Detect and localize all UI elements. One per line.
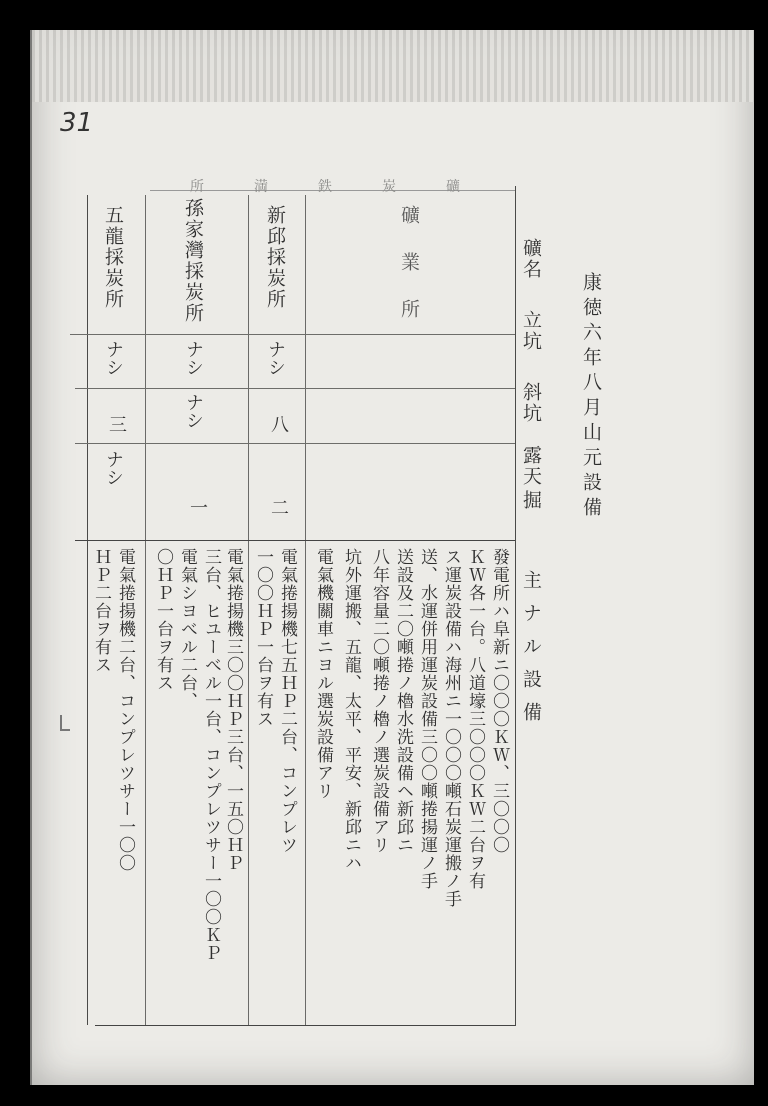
row-rule-2 xyxy=(75,388,515,389)
row-rule-3 xyxy=(75,443,515,444)
col-xinqiu-name: 新邱採炭所 xyxy=(264,205,286,310)
scan-edge-band xyxy=(32,30,754,102)
equipment-line: 坑外運搬、五龍、太平、平安、新邱ニハ xyxy=(341,548,361,872)
equipment-line: 〇ＨＰ一台ヲ有ス xyxy=(153,548,173,692)
document-title: 康徳六年八月山元設備 xyxy=(580,272,602,522)
header-mine-name: 礦名 xyxy=(520,238,542,280)
page-number: 31 xyxy=(60,108,94,138)
col-wulong-inclined: 三 xyxy=(106,415,127,433)
equipment-line: 送設及二〇噸捲ノ櫓水洗設備ヘ新邱ニ xyxy=(393,548,413,854)
margin-mark xyxy=(60,715,70,731)
equipment-line: 電氣シヨべル二台、 xyxy=(177,548,197,710)
col-xinqiu-open-pit: 二 xyxy=(268,498,289,516)
equipment-line: 電氣捲揚機三〇〇ＨＰ三台、一五〇ＨＰ xyxy=(223,548,243,872)
header-open-pit: 露天 xyxy=(520,445,542,487)
equipment-line: ス運炭設備ハ海州ニ一〇〇〇噸石炭運搬ノ手 xyxy=(441,548,461,908)
faded-header: 所 満 鉄 炭 礦 xyxy=(190,179,478,195)
equipment-line: 三台、ヒユーべル一台、コンプレツサー一〇〇ＫＰ xyxy=(201,548,221,962)
col-divider-1 xyxy=(145,195,146,1025)
equipment-line: 八年容量二〇噸捲ノ櫓ノ選炭設備アリ xyxy=(369,548,389,854)
equipment-line: ＨＰ二台ヲ有ス xyxy=(91,548,111,674)
row-rule-1 xyxy=(70,334,515,335)
equipment-line: 電氣捲揚機七五ＨＰ二台、コンプレツ xyxy=(277,548,297,854)
table-bottom-rule xyxy=(95,1025,515,1026)
equipment-line: 發電所ハ阜新ニ〇〇〇ＫＷ、三〇〇〇 xyxy=(489,548,509,854)
col-wulong-shaft: ナシ xyxy=(103,340,124,376)
equipment-line: ＫＷ各一台。八道壕三〇〇〇ＫＷ二台ヲ有 xyxy=(465,548,485,890)
equipment-line: 電氣機關車ニヨル選炭設備アリ xyxy=(313,548,333,800)
table-left-border xyxy=(87,195,88,1025)
col-sunjiawan-name: 孫家灣採炭所 xyxy=(182,198,204,324)
table-right-border xyxy=(515,186,516,1026)
equipment-line: 一〇〇ＨＰ一台ヲ有ス xyxy=(253,548,273,728)
col-mine-office-name: 礦業所 xyxy=(398,205,420,346)
col-sunjiawan-inclined: ナシ xyxy=(183,393,204,429)
col-sunjiawan-open-pit: 一 xyxy=(187,498,208,516)
equipment-line: 送、水運併用運炭設備三〇〇噸捲揚運ノ手 xyxy=(417,548,437,890)
equipment-line: 電氣捲揚機二台、コンプレツサー一〇〇 xyxy=(115,548,135,872)
col-divider-2 xyxy=(248,195,249,1025)
header-shafts: 立坑 xyxy=(520,310,542,352)
col-wulong-open-pit: ナシ xyxy=(103,450,124,486)
col-sunjiawan-shaft: ナシ xyxy=(183,340,204,376)
header-inclined: 斜坑 xyxy=(520,382,542,424)
header-unit: 掘 xyxy=(520,490,542,511)
col-wulong-name: 五龍採炭所 xyxy=(102,205,124,310)
col-xinqiu-inclined: 八 xyxy=(268,415,289,433)
col-xinqiu-shaft: ナシ xyxy=(265,340,286,376)
header-equipment: 主ナル設備 xyxy=(520,570,542,735)
row-rule-4 xyxy=(75,540,515,541)
col-divider-3 xyxy=(305,195,306,1025)
